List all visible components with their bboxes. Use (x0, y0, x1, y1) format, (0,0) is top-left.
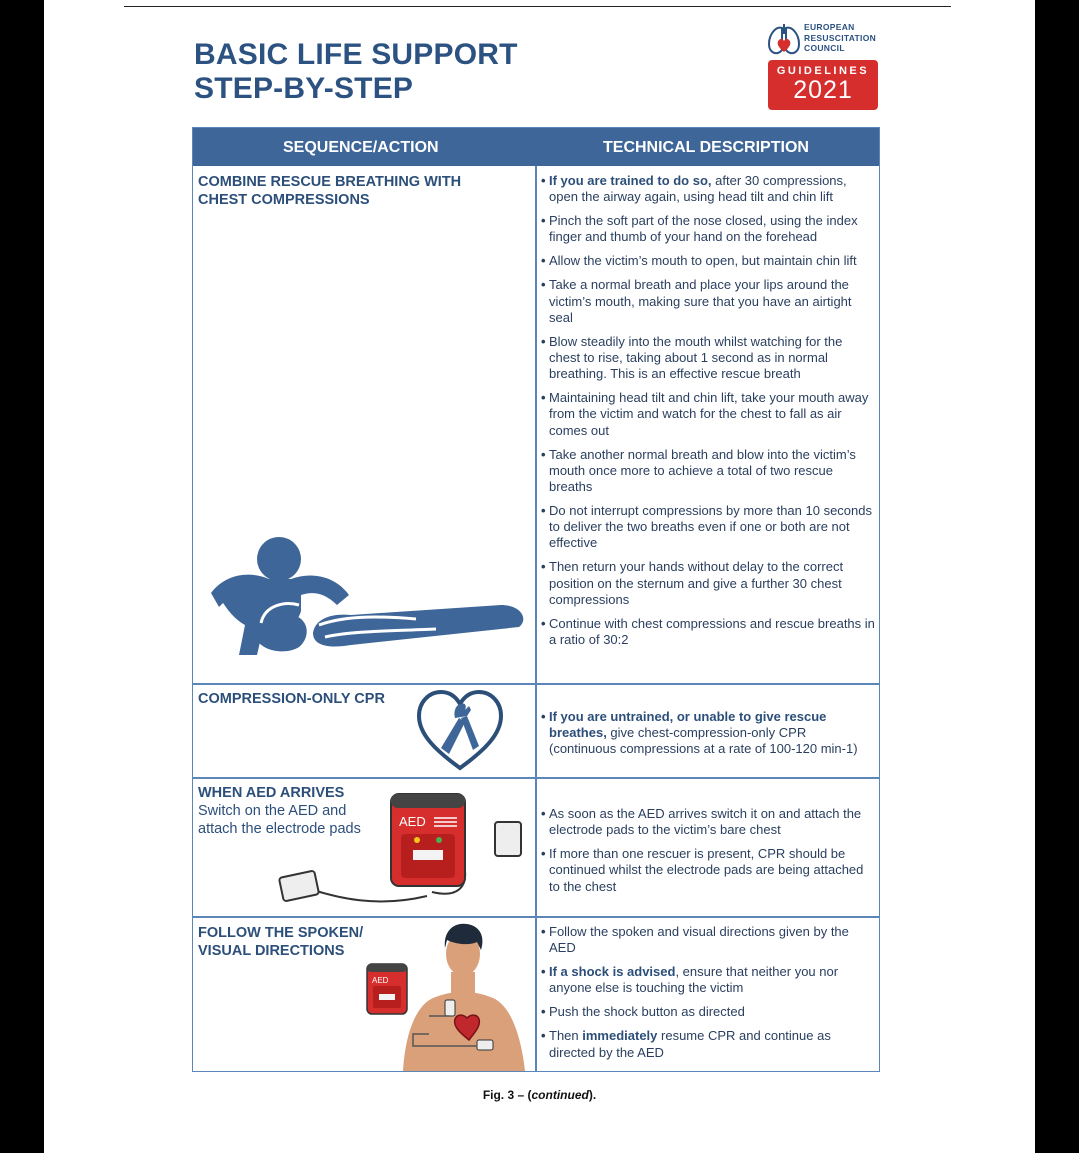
heart-hands-icon (415, 688, 505, 774)
logo-org-name: EUROPEAN RESUSCITATION COUNCIL (804, 22, 877, 53)
col-header-description: TECHNICAL DESCRIPTION (603, 139, 809, 156)
row-divider (193, 777, 879, 779)
bullet: • If a shock is advised, ensure that neither you nor anyone else is touching the victim (541, 964, 876, 996)
row-desc-follow-directions (541, 924, 876, 1069)
bullet: • Take another normal breath and blow into the victim’s mouth once more to achieve a total of two rescue breaths (541, 447, 876, 496)
aed-small-label: AED (372, 976, 389, 985)
page-title (194, 38, 518, 106)
title-line-2: STEP-BY-STEP (194, 72, 414, 105)
row-desc-rescue-breathing (541, 173, 876, 656)
aed-device-label: AED (399, 814, 426, 829)
bullet: • As soon as the AED arrives switch it on and attach the electrode pads to the victim’s bare chest (541, 806, 876, 838)
row-desc-aed-arrives (541, 806, 876, 903)
column-divider (535, 166, 537, 1071)
bullet: • Take a normal breath and place your lips around the victim’s mouth, making sure that you have an airtight seal (541, 277, 876, 326)
bullet: • Allow the victim’s mouth to open, but maintain chin lift (541, 253, 876, 269)
row-label-rescue-breathing: COMBINE RESCUE BREATHING WITH CHEST COMPRESSIONS (198, 174, 462, 208)
bullet: • If you are trained to do so, after 30 compressions, open the airway again, using head tilt and chin lift (541, 173, 876, 205)
aed-device-illustration (277, 788, 527, 908)
bullet: • Blow steadily into the mouth whilst watching for the chest to rise, taking about 1 second as in normal breathing. This is an effective rescue breath (541, 334, 876, 383)
bls-table (192, 127, 880, 1072)
bullet: • Push the shock button as directed (541, 1004, 876, 1020)
row-label-aed-arrives: WHEN AED ARRIVES Switch on the AED and attach the electrode pads (198, 785, 361, 837)
bullet: • If you are untrained, or unable to give rescue breathes, give chest-compression-only CPR (continuous compressions at a rate of 100-120 min-1) (541, 709, 876, 758)
row-divider (193, 683, 879, 685)
erc-logo (766, 22, 881, 110)
title-line-1: BASIC LIFE SUPPORT (194, 38, 518, 71)
table-header (193, 128, 879, 166)
lungs-heart-icon (766, 22, 802, 58)
top-rule (124, 6, 951, 7)
row-label-follow-directions: FOLLOW THE SPOKEN/ VISUAL DIRECTIONS (198, 925, 364, 959)
row-label-compression-only: COMPRESSION-ONLY CPR (198, 691, 385, 707)
bullet: • Pinch the soft part of the nose closed, using the index finger and thumb of your hand on the forehead (541, 213, 876, 245)
bullet: • Then return your hands without delay to the correct position on the sternum and give a further 30 chest compressions (541, 559, 876, 608)
rescue-breathing-illustration (201, 533, 531, 663)
figure-caption: Fig. 3 – (continued). (482, 1088, 597, 1102)
bullet: • Continue with chest compressions and rescue breaths in a ratio of 30:2 (541, 616, 876, 648)
guidelines-label: GUIDELINES (776, 65, 870, 77)
bullet: • Maintaining head tilt and chin lift, take your mouth away from the victim and watch for the chest to fall as air comes out (541, 390, 876, 439)
row-divider (193, 916, 879, 918)
guidelines-badge (768, 60, 878, 110)
guidelines-year: 2021 (793, 76, 853, 104)
document-page (44, 0, 1035, 1153)
bullet: • Follow the spoken and visual directions given by the AED (541, 924, 876, 956)
row-desc-compression-only (541, 709, 876, 765)
patient-aed-illustration (363, 916, 533, 1071)
bullet: • Do not interrupt compressions by more than 10 seconds to deliver the two breaths even if one or both are not effective (541, 503, 876, 552)
col-header-sequence: SEQUENCE/ACTION (283, 139, 439, 156)
bullet: • Then immediately resume CPR and continue as directed by the AED (541, 1028, 876, 1060)
bullet: • If more than one rescuer is present, CPR should be continued whilst the electrode pads are being attached to the chest (541, 846, 876, 895)
